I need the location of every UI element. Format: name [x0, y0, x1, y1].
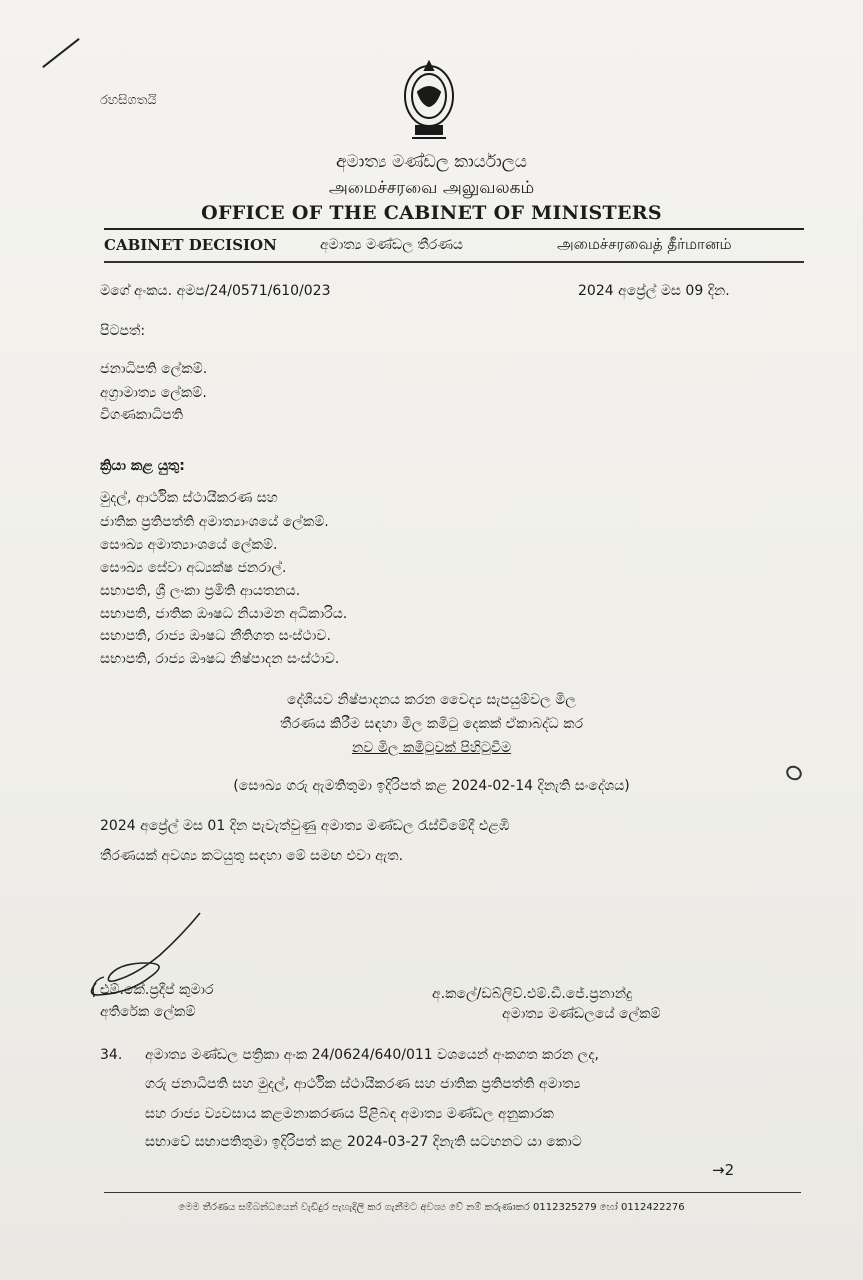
subject-line-3: නව මිල කමිටුවක් පිහිටුවීම — [351, 740, 512, 756]
item-line: සභාවේ සභාපතිතුමා ඉදිරිපත් කළ 2024-03-27 දිනැති සටහනට යා කොට — [145, 1134, 582, 1150]
action-recipient: සභාපති, රාජ්‍ය ඖෂධ නීතිගත සංස්ථාව. — [100, 628, 331, 644]
document-date: 2024 අප්‍රේල් මස 09 දින. — [578, 283, 730, 299]
cabinet-decision-sinhala: අමාත්‍ය මණ්ඩල තීරණය — [320, 237, 463, 253]
action-recipient: සභාපති, රාජ්‍ය ඖෂධ නිෂ්පාදන සංස්ථාව. — [100, 651, 340, 667]
action-recipient: මුදල්, ආර්ථික ස්ථායීකරණ සහ — [100, 490, 278, 506]
action-recipient: සෞඛ්‍ය සේවා අධ්‍යක්ෂ ජනරාල්. — [100, 560, 287, 576]
cabinet-decision-tamil: அமைச்சரவைத் தீர்மானம் — [557, 235, 732, 253]
footer-divider — [104, 1192, 801, 1193]
item-number: 34. — [100, 1047, 123, 1063]
item-line: අමාත්‍ය මණ්ඩල පත්‍රිකා අංක 24/0624/640/011 වශයෙන් අංකගත කරන ලද, — [145, 1047, 599, 1063]
left-signatory-name: එම්.කේ.ප්‍රදීප් කුමාර — [100, 982, 214, 998]
office-name-tamil: அமைச்சரவை அலுவலகம் — [328, 178, 535, 198]
item-line: සහ රාජ්‍ය ව්‍යවසාය කළමනාකරණය පිළිබඳ අමාත්‍ය මණ්ඩල අනුකාරක — [145, 1106, 554, 1122]
classification-label: රහසිගතයි — [100, 93, 157, 108]
action-recipient: සභාපති, ශ්‍රී ලංකා ප්‍රමිති ආයතනය. — [100, 583, 301, 599]
left-signatory-title: අතිරේක ලේකම් — [100, 1004, 196, 1020]
subject-source: (සෞඛ්‍ය ගරු ඇමතිතුමා ඉදිරිපත් කළ 2024-02-14 දිනැති සංදේශය) — [233, 778, 630, 794]
header-divider-lower — [104, 261, 804, 263]
signature-icon — [90, 905, 290, 1015]
action-recipient: සෞඛ්‍ය අමාත්‍යාංශයේ ලේකම්. — [100, 537, 278, 553]
body-line-1: 2024 අප්‍රේල් මස 01 දින පැවැත්වුණු අමාත්‍ය මණ්ඩල රැස්වීමේදී එළඹි — [100, 818, 510, 834]
office-name-english: OFFICE OF THE CABINET OF MINISTERS — [201, 202, 662, 224]
copy-recipient: විගණකාධිපති — [100, 407, 183, 423]
action-heading: ක්‍රියා කළ යුතු: — [100, 458, 185, 474]
action-recipient: සභාපති, ජාතික ඖෂධ නියාමන අධිකාරිය. — [100, 606, 348, 622]
right-signatory-name: අ.කලේ/ඩබ්ලිව්.එම්.ඩී.ජේ.ප්‍රනාන්දු — [432, 986, 633, 1002]
footer-note: මෙම තීරණය සම්බන්ධයෙන් වැඩිදුර පැහැදිලි කර ගැනීමට අවශ්‍ය වේ නම් කරුණාකර 0112325279 හෝ 0112422276 — [178, 1202, 685, 1213]
continued-page-indicator: →2 — [712, 1161, 735, 1179]
copy-recipient: ජනාධිපති ලේකම්. — [100, 361, 208, 377]
copy-recipient: අග්‍රාමාත්‍ය ලේකම්. — [100, 385, 207, 401]
reference-number: මගේ අංකය. අමප/24/0571/610/023 — [100, 283, 331, 299]
copies-heading: පිටපත්: — [100, 323, 146, 339]
item-line: ගරු ජනාධිපති සහ මුදල්, ආර්ථික ස්ථායීකරණ සහ ජාතික ප්‍රතිපත්ති අමාත්‍ය — [145, 1076, 581, 1092]
body-line-2: තීරණයක් අවශ්‍ය කටයුතු සඳහා මේ සමඟ එවා ඇත. — [100, 848, 404, 864]
right-signatory-title: අමාත්‍ය මණ්ඩලයේ ලේකම් — [502, 1006, 661, 1022]
header-divider — [104, 228, 804, 230]
subject-line-1: දේශීයව නිෂ්පාදනය කරන වෛද්‍ය සැපයුම්වල මිල — [287, 692, 576, 708]
office-name-sinhala: අමාත්‍ය මණ්ඩල කාර්යාලය — [336, 152, 527, 172]
pen-mark — [42, 38, 79, 68]
state-emblem-icon — [396, 56, 462, 142]
subject-line-2: තීරණය කිරීම සඳහා මිල කමිටු දෙකක් ඒකාබද්ධ කර — [279, 716, 584, 732]
cabinet-decision-english: CABINET DECISION — [104, 236, 277, 254]
action-recipient: ජාතික ප්‍රතිපත්ති අමාත්‍යාංශයේ ලේකම්. — [100, 514, 329, 530]
